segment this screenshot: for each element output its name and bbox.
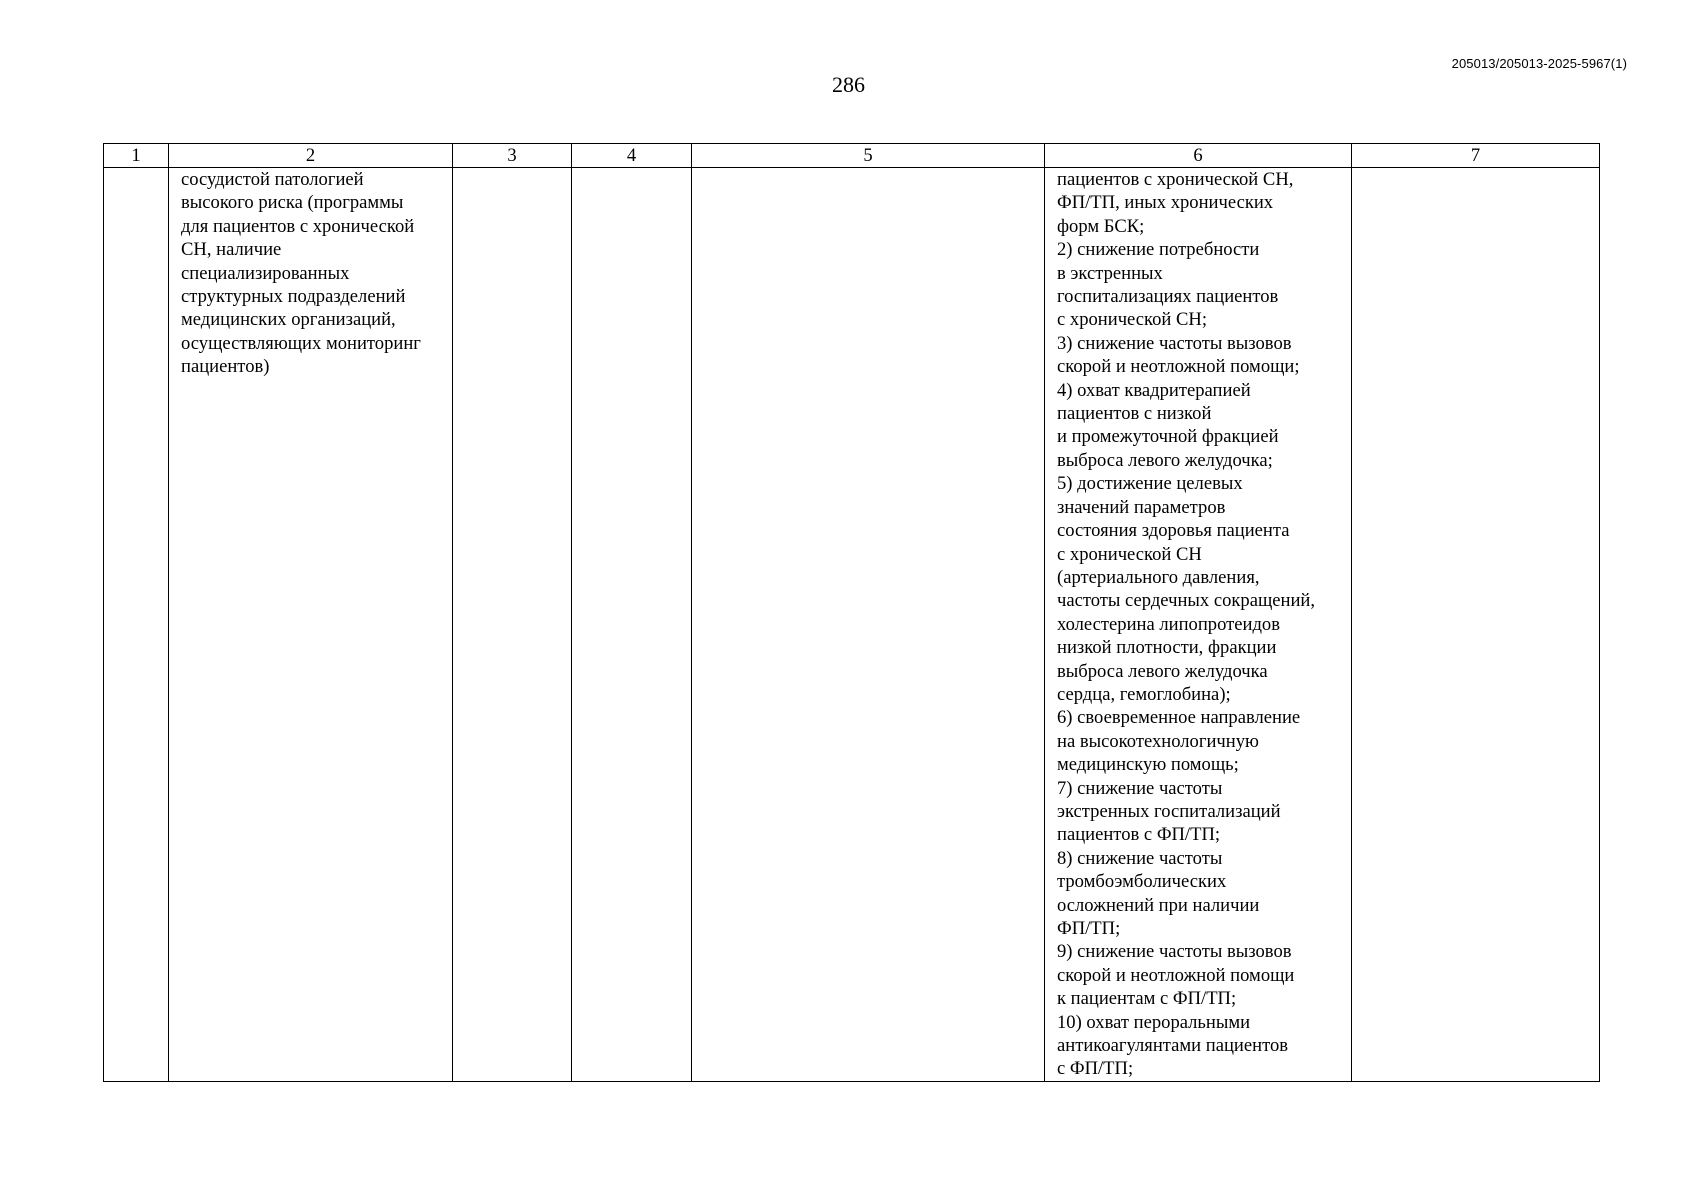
column-header-3: 3 [453,144,572,168]
cell-col-1 [104,168,169,1082]
column-header-5: 5 [692,144,1045,168]
cell-col-6-text: пациентов с хронической СН, ФП/ТП, иных хронических форм БСК; 2) снижение потребности в экстренных госпитализациях пациентов с хронической СН; 3) снижение частоты вызовов скорой и неотложной помощи; 4) охват квадритерапией пациентов с низкой и промежуточной фракцией выброса левого желудочка; 5) достижение целевых значений параметров состояния здоровья пациента с хронической СН (артериального давления, частоты сердечных сокращений, холестерина липопротеидов низкой плотности, фракции выброса левого желудочка сердца, гемоглобина); 6) своевременное направление на высокотехнологичную медицинскую помощь; 7) снижение частоты экстренных госпитализаций пациентов с ФП/ТП; 8) снижение частоты тромбоэмболических осложнений при наличии ФП/ТП; 9) снижение частоты вызовов скорой и неотложной помощи к пациентам с ФП/ТП; 10) охват пероральными антикоагулянтами пациентов с ФП/ТП; [1057,169,1316,1080]
column-header-2: 2 [169,144,453,168]
page-number: 286 [832,72,865,97]
column-number-row [104,144,1600,168]
cell-col-2 [169,168,453,1082]
content-table [103,143,1600,1082]
cell-col-6 [1045,168,1352,1082]
cell-col-7 [1352,168,1600,1082]
cell-col-3 [453,168,572,1082]
column-header-7: 7 [1352,144,1600,168]
column-header-6: 6 [1045,144,1352,168]
cell-col-4 [572,168,692,1082]
column-header-1: 1 [104,144,169,168]
cell-col-2-text: сосудистой патологией высокого риска (программы для пациентов с хронической СН, наличие специализированных структурных подразделений медицинских организаций, осуществляющих мониторинг пациентов) [181,169,421,378]
document-id: 205013/205013-2025-5967(1) [1451,56,1627,71]
cell-col-5 [692,168,1045,1082]
table-row [104,168,1600,1082]
column-header-4: 4 [572,144,692,168]
